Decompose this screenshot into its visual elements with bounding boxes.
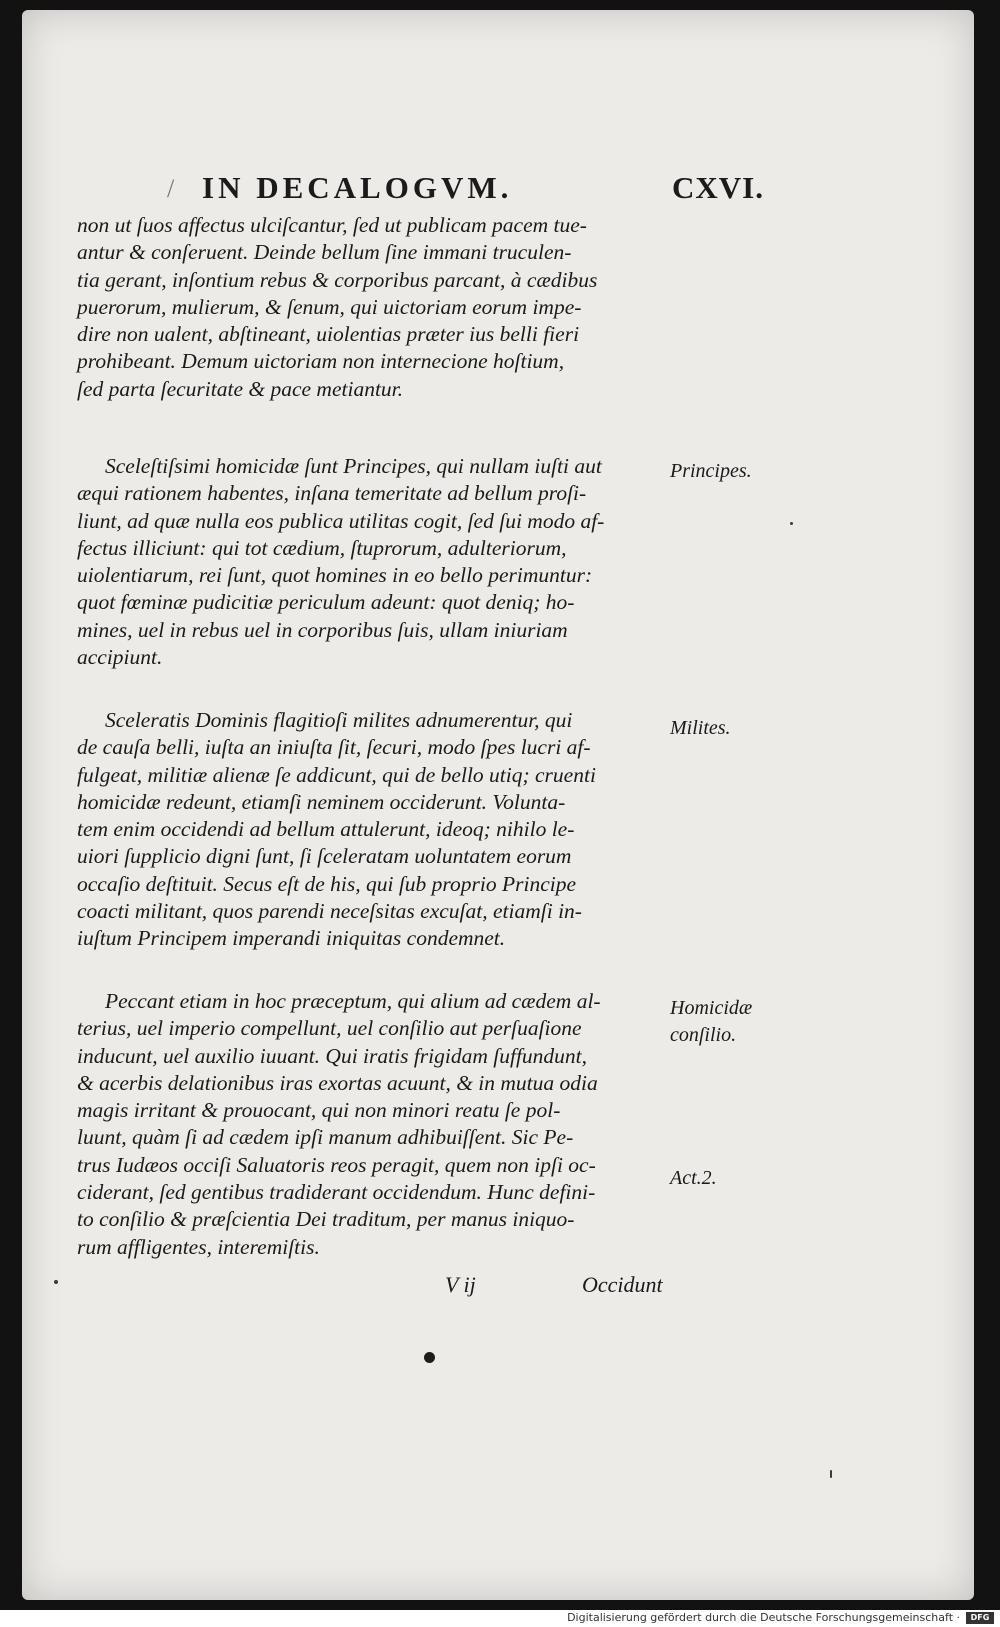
text-line: Sceleſtiſsimi homicidæ ſunt Principes, qui nullam iuſti aut	[105, 454, 602, 478]
text-line: to conſilio & præſcientia Dei traditum, per manus iniquo-	[77, 1207, 575, 1232]
text-line: puerorum, mulierum, & ſenum, qui uictoriam eorum impe-	[77, 294, 582, 319]
footer-credit: Digitalisierung gefördert durch die Deutsche Forschungsgemeinschaft ·	[567, 1611, 960, 1624]
text-line: mines, uel in rebus uel in corporibus ſuis, ullam iniuriam	[77, 617, 568, 642]
text-line: tem enim occidendi ad bellum attulerunt, ideoq; nihilo le-	[77, 817, 575, 842]
text-line: & acerbis delationibus iras exortas acuunt, & in mutua odia	[77, 1070, 598, 1095]
margin-note-line: Act.2.	[670, 1167, 717, 1189]
margin-note-line: Principes.	[670, 460, 752, 482]
header-mark: /	[167, 174, 175, 203]
margin-note-acts	[670, 1165, 717, 1192]
signature-mark: V ij	[445, 1272, 476, 1297]
text-line: de cauſa belli, iuſta an iniuſta ſit, ſecuri, modo ſpes lucri af-	[77, 735, 591, 760]
ink-speck	[830, 1470, 832, 1478]
ink-speck	[790, 522, 793, 525]
text-line: liunt, ad quæ nulla eos publica utilitas cogit, ſed ſui modo af-	[77, 508, 605, 533]
book-page	[22, 10, 974, 1600]
ink-dot	[424, 1352, 435, 1363]
text-line: Sceleratis Dominis flagitioſi milites adnumerentur, qui	[105, 708, 573, 732]
paragraph-3	[77, 707, 677, 953]
text-line: fulgeat, militiæ alienæ ſe addicunt, qui de bello utiq; cruenti	[77, 762, 596, 787]
text-line: fectus illiciunt: qui tot cædium, ſtuprorum, adulteriorum,	[77, 535, 567, 560]
text-line: coacti militant, quos parendi neceſsitas excuſat, etiamſi in-	[77, 899, 582, 924]
text-line: occaſio deſtituit. Secus eſt de his, qui ſub proprio Principe	[77, 871, 577, 896]
paragraph-1	[77, 212, 677, 403]
text-line: æqui rationem habentes, inſana temeritate ad bellum proſi-	[77, 481, 587, 506]
text-line: iuſtum Principem imperandi iniquitas condemnet.	[77, 926, 506, 951]
margin-note-line: conſilio.	[670, 1024, 737, 1046]
margin-note-line: Milites.	[670, 717, 731, 739]
text-line: non ut ſuos affectus ulciſcantur, ſed ut publicam pacem tue-	[77, 213, 587, 237]
dfg-logo-icon: DFG	[966, 1612, 994, 1624]
catchword: Occidunt	[582, 1272, 663, 1297]
text-line: ciderant, ſed gentibus tradiderant occidendum. Hunc defini-	[77, 1180, 596, 1205]
folio-number: CXVI.	[672, 170, 764, 205]
paragraph-2	[77, 453, 677, 671]
text-line: quot fœminæ pudicitiæ periculum adeunt: quot deniq; ho-	[77, 590, 575, 615]
running-title: IN DECALOGVM.	[202, 170, 513, 205]
text-line: uiori ſupplicio digni ſunt, ſi ſceleratam uoluntatem eorum	[77, 844, 572, 869]
text-line: trus Iudæos occiſi Saluatoris reos peragit, quem non ipſi oc-	[77, 1152, 596, 1177]
text-line: inducunt, uel auxilio iuuant. Qui iratis frigidam ſuffundunt,	[77, 1043, 588, 1068]
text-line: Peccant etiam in hoc præceptum, qui alium ad cædem al-	[105, 989, 601, 1013]
text-line: tia gerant, inſontium rebus & corporibus parcant, à cædibus	[77, 267, 598, 292]
text-line: uiolentiarum, rei ſunt, quot homines in eo bello perimuntur:	[77, 563, 593, 588]
text-line: ſed parta ſecuritate & pace metiantur.	[77, 376, 404, 401]
margin-note-homicidae	[670, 995, 752, 1049]
text-line: terius, uel imperio compellunt, uel conſilio aut perſuaſione	[77, 1016, 582, 1041]
paragraph-4	[77, 988, 677, 1261]
text-line: dire non ualent, abſtineant, uiolentias præter ius belli fieri	[77, 322, 580, 347]
text-line: accipiunt.	[77, 645, 163, 670]
digitization-footer	[0, 1610, 1000, 1627]
ink-speck	[54, 1280, 58, 1284]
text-line: antur & conſeruent. Deinde bellum ſine immani truculen-	[77, 240, 572, 265]
text-line: rum affligentes, interemiſtis.	[77, 1234, 320, 1259]
text-line: luunt, quàm ſi ad cædem ipſi manum adhibuiſſent. Sic Pe-	[77, 1125, 574, 1150]
text-line: homicidæ redeunt, etiamſi neminem occiderunt. Volunta-	[77, 789, 566, 814]
text-line: prohibeant. Demum uictoriam non internecione hoſtium,	[77, 349, 565, 374]
margin-note-milites	[670, 715, 731, 742]
margin-note-line: Homicidæ	[670, 997, 753, 1019]
text-line: magis irritant & prouocant, qui non minori reatu ſe pol-	[77, 1098, 561, 1123]
margin-note-principes	[670, 458, 752, 485]
